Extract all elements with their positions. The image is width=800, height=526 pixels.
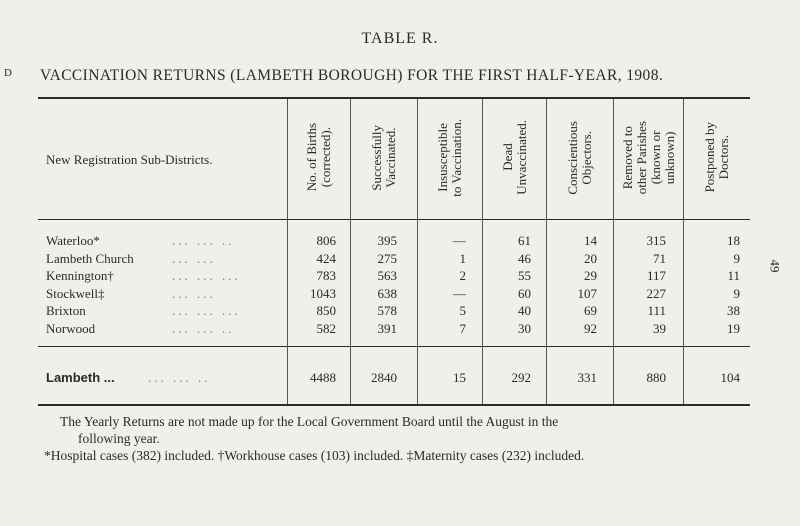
table-cell: 563 — [377, 268, 397, 283]
table-cell: 424 — [316, 250, 336, 266]
table-cell: 806 — [316, 233, 336, 248]
margin-mark: D — [4, 67, 12, 79]
sub-district-name: Norwood — [46, 320, 96, 336]
column-header: Insusceptible to Vaccination. — [435, 118, 464, 197]
table-row — [0, 268, 800, 286]
dot-leader: ... ... — [172, 285, 216, 301]
table-cell: 5 — [459, 303, 466, 318]
table-cell: 582 — [316, 320, 336, 336]
table-row — [0, 233, 800, 251]
table-cell: — — [453, 233, 466, 248]
note-line-1: The Yearly Returns are not made up for the Local Government Board until the August in the — [60, 414, 559, 429]
table-cell: 19 — [727, 320, 740, 336]
table-cell: 395 — [377, 233, 397, 248]
table-cell: 14 — [584, 233, 597, 248]
column-header: Postponed by Doctors. — [702, 122, 731, 193]
table-cell: 117 — [646, 268, 666, 283]
column-header: Removed to other Parishes (known or unknown) — [619, 120, 677, 195]
top-rule — [38, 97, 750, 99]
total-cell: 15 — [453, 370, 466, 385]
table-cell: 1043 — [310, 285, 336, 301]
table-row — [0, 303, 800, 321]
table-cell: 638 — [377, 285, 397, 301]
table-row — [0, 321, 800, 339]
table-cell: 39 — [653, 320, 666, 336]
table-cell: 71 — [653, 250, 666, 266]
table-cell: 61 — [518, 233, 531, 248]
dot-leader: ... ... — [172, 250, 216, 266]
table-cell: 315 — [646, 233, 666, 248]
row-header-label: New Registration Sub-Districts. — [46, 152, 213, 167]
table-cell: 850 — [316, 303, 336, 318]
table-cell: 30 — [518, 320, 531, 336]
sub-district-name: Lambeth Church — [46, 250, 134, 266]
table-label: TABLE R. — [361, 30, 439, 47]
table-cell: 2 — [459, 268, 466, 283]
table-cell: — — [453, 285, 466, 301]
bottom-rule — [38, 404, 750, 406]
table-cell: 60 — [518, 285, 531, 301]
total-cell: 4488 — [310, 370, 336, 385]
table-cell: 92 — [584, 320, 597, 336]
sub-district-name: Kennington† — [46, 268, 114, 283]
table-cell: 1 — [459, 250, 466, 266]
dot-leader: ... ... .. — [172, 320, 235, 336]
table-cell: 55 — [518, 268, 531, 283]
table-cell: 578 — [377, 303, 397, 318]
table-cell: 9 — [733, 285, 740, 301]
total-leader: ... ... .. — [148, 370, 211, 385]
table-row — [0, 251, 800, 269]
page-number: 49 — [767, 259, 783, 273]
table-cell: 107 — [577, 285, 597, 301]
dot-leader: ... ... ... — [172, 268, 241, 283]
total-cell: 104 — [720, 370, 740, 385]
table-cell: 18 — [727, 233, 740, 248]
total-row — [0, 370, 800, 390]
column-header: Successfully Vaccinated. — [369, 124, 398, 191]
sub-district-name: Waterloo* — [46, 233, 100, 248]
total-cell: 331 — [577, 370, 597, 385]
header-rule — [38, 219, 750, 220]
total-cell: 292 — [511, 370, 531, 385]
sub-district-name: Stockwell‡ — [46, 285, 105, 301]
note-line-3: *Hospital cases (382) included. †Workhouse cases (103) included. ‡Maternity cases (232) included. — [44, 448, 585, 463]
column-header: Conscientious Objectors. — [565, 120, 594, 195]
table-cell: 46 — [518, 250, 531, 266]
total-cell: 2840 — [371, 370, 397, 385]
total-name: Lambeth ... — [46, 370, 115, 385]
table-caption: VACCINATION RETURNS (LAMBETH BOROUGH) FOR THE FIRST HALF-YEAR, 1908. — [40, 67, 664, 84]
column-header: No. of Births (corrected). — [304, 123, 333, 192]
table-cell: 38 — [727, 303, 740, 318]
table-cell: 69 — [584, 303, 597, 318]
table-cell: 391 — [377, 320, 397, 336]
table-cell: 11 — [727, 268, 740, 283]
table-cell: 20 — [584, 250, 597, 266]
table-cell: 40 — [518, 303, 531, 318]
sub-district-name: Brixton — [46, 303, 86, 318]
table-cell: 29 — [584, 268, 597, 283]
total-cell: 880 — [646, 370, 666, 385]
table-cell: 783 — [316, 268, 336, 283]
table-cell: 275 — [377, 250, 397, 266]
note-line-2: following year. — [78, 431, 160, 446]
table-row — [0, 286, 800, 304]
column-header: Dead Unvaccinated. — [499, 120, 529, 195]
table-cell: 111 — [647, 303, 666, 318]
total-top-rule — [38, 346, 750, 347]
table-cell: 7 — [459, 320, 466, 336]
dot-leader: ... ... ... — [172, 303, 241, 318]
table-cell: 9 — [733, 250, 740, 266]
table-cell: 227 — [646, 285, 666, 301]
dot-leader: ... ... .. — [172, 233, 235, 248]
